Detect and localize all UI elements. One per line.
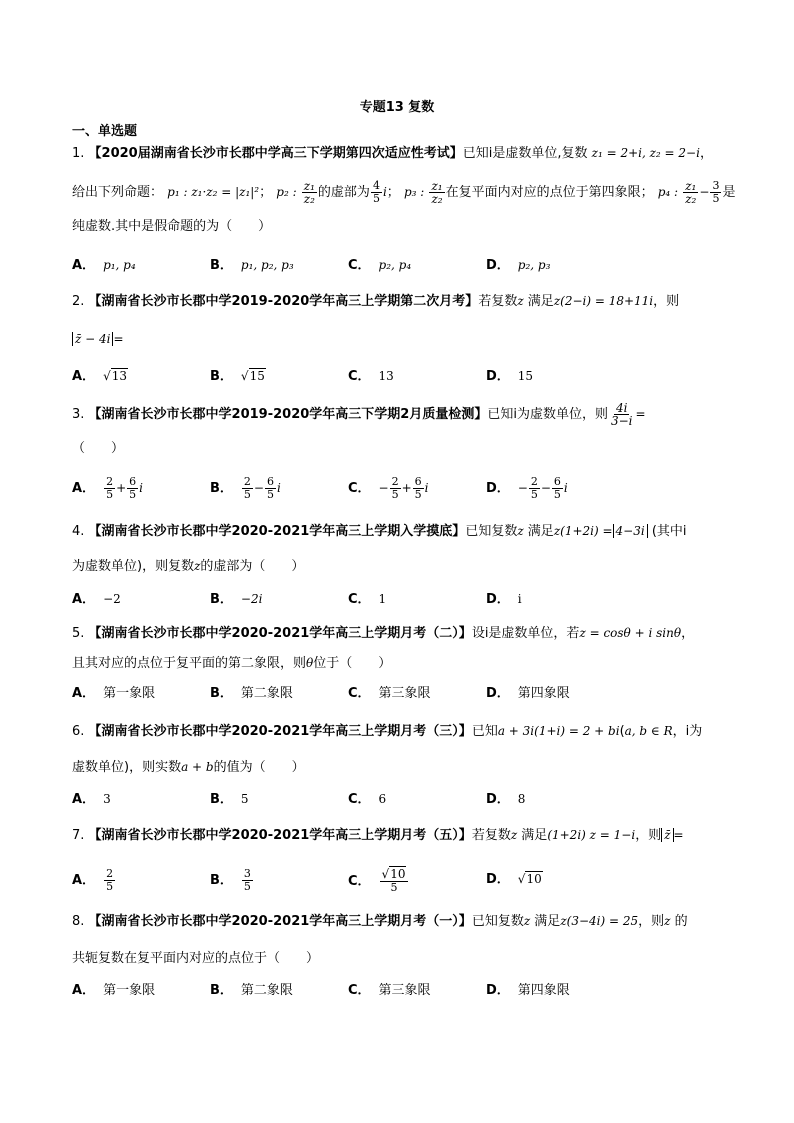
question-source: 【湖南省长沙市长郡中学2020-2021学年高三上学期入学摸底】: [88, 524, 466, 539]
math-expression: a, b ∈ R: [624, 724, 673, 738]
denominator: 5: [530, 488, 538, 501]
question-number: 2.: [72, 294, 85, 309]
numerator: 2: [243, 475, 251, 488]
option-content: p₂, p₄: [378, 258, 412, 272]
question-1-line-3: [72, 218, 271, 236]
option-d[interactable]: [486, 870, 543, 889]
question-text: 给出下列命题：: [72, 185, 164, 200]
option-label: A．: [72, 873, 96, 888]
fraction: [104, 868, 115, 893]
math-expression: z: [517, 294, 524, 308]
question-text: (其中i: [651, 524, 687, 539]
question-text: 的值为（ ）: [213, 760, 305, 775]
math-expression: z: [194, 559, 201, 573]
denominator: z₂: [685, 192, 697, 206]
question-text: ，则: [635, 828, 662, 843]
denominator: 5: [391, 488, 399, 501]
fraction: [302, 180, 317, 205]
option-content: 第四象限: [517, 686, 570, 701]
question-text: 满足: [527, 294, 554, 309]
question-number: 1.: [72, 146, 85, 161]
option-label: D．: [486, 872, 510, 887]
option-label: B．: [210, 258, 233, 273]
question-text: 已知: [471, 724, 498, 739]
option-content: 第一象限: [103, 686, 156, 701]
question-3-line-2: [72, 440, 124, 458]
option-d[interactable]: [486, 982, 570, 1000]
question-text: (: [619, 724, 625, 739]
denominator: 5: [553, 488, 561, 501]
question-text: 已知i为虚数单位，则: [487, 407, 608, 422]
option-a[interactable]: [72, 685, 155, 703]
fraction: [242, 476, 253, 501]
option-label: C．: [348, 481, 371, 496]
math-expression: z₁ = 2+i, z₂ = 2−i: [591, 146, 700, 160]
option-b[interactable]: [210, 476, 281, 501]
denominator: 5: [106, 488, 114, 501]
option-label: B．: [210, 481, 233, 496]
question-text: ，i为: [672, 724, 703, 739]
fraction: [683, 180, 698, 205]
question-source: 【湖南省长沙市长郡中学2019-2020学年高三上学期第二次月考】: [88, 294, 479, 309]
denominator: 5: [243, 880, 251, 893]
option-label: D．: [486, 983, 510, 998]
sign: +: [116, 481, 127, 495]
question-2-line-1: [72, 292, 679, 311]
denominator: 5: [390, 881, 398, 894]
math-expression: p₂ :: [276, 185, 297, 199]
numerator: 2: [391, 475, 399, 488]
numerator: 3: [243, 867, 251, 880]
numerator: 6: [129, 475, 137, 488]
option-content: 3: [103, 792, 111, 806]
option-label: C．: [348, 686, 371, 701]
option-b[interactable]: [210, 590, 262, 609]
option-label: C．: [348, 258, 371, 273]
question-number: 4.: [72, 524, 85, 539]
question-6-line-2: [72, 758, 305, 777]
question-number: 3.: [72, 407, 85, 422]
radicand: 15: [249, 369, 265, 383]
math-expression: z(3−4i) = 25: [560, 914, 639, 928]
option-content: 第一象限: [103, 983, 156, 998]
sqrt: √10: [381, 867, 406, 881]
option-c[interactable]: [348, 790, 386, 809]
numerator: 6: [414, 475, 422, 488]
fraction: [265, 476, 276, 501]
option-content: 第四象限: [517, 983, 570, 998]
question-text: 虚数单位)，则实数: [72, 760, 182, 775]
question-5-line-1: [72, 624, 694, 643]
question-text: 已知复数: [465, 524, 518, 539]
option-label: A．: [72, 258, 96, 273]
question-4-line-2: [72, 557, 304, 576]
option-content: p₁, p₄: [103, 258, 136, 272]
question-number: 7.: [72, 828, 85, 843]
denominator: 5: [414, 488, 422, 501]
option-b[interactable]: [210, 982, 293, 1000]
sign: −: [253, 481, 264, 495]
denominator: 3−i: [610, 414, 633, 428]
sign: −: [378, 481, 389, 495]
option-label: C．: [348, 792, 371, 807]
math-expression: z̄ − 4i: [72, 332, 113, 346]
math-expression: z: [510, 828, 518, 842]
denominator: 5: [243, 488, 251, 501]
option-d[interactable]: [486, 790, 525, 809]
math-expression: p₁ : z₁·z₂ = |z₁|²: [167, 185, 260, 199]
fraction: [390, 476, 401, 501]
option-content: p₂, p₃: [517, 258, 551, 272]
question-text: 的: [674, 914, 688, 929]
question-source: 【2020届湖南省长沙市长郡中学高三下学期第四次适应性考试】: [88, 146, 463, 161]
question-5-line-2: [72, 654, 391, 673]
question-text: 是: [722, 185, 736, 200]
math-expression: z(1+2i) =: [553, 524, 613, 538]
numerator: z₁: [685, 179, 697, 193]
math-expression: z: [517, 524, 524, 538]
fraction: [413, 476, 424, 501]
question-text: 纯虚数.其中是假命题的为（ ）: [72, 219, 272, 234]
question-text: 共轭复数在复平面内对应的点位于（ ）: [72, 951, 320, 966]
option-content: −2: [103, 592, 121, 606]
option-a[interactable]: [72, 982, 155, 1000]
denominator: z₂: [431, 192, 443, 206]
question-text: 满足: [521, 828, 548, 843]
math-expression: =: [635, 407, 646, 421]
question-1-line-1: [72, 144, 713, 163]
option-content: 第二象限: [240, 983, 293, 998]
question-text: 位于（ ）: [313, 656, 392, 671]
sqrt: √13: [103, 369, 127, 383]
denominator: 5: [712, 192, 720, 205]
math-expression: z(2−i) = 18+11i: [553, 294, 654, 308]
option-b[interactable]: [210, 790, 249, 809]
question-text: 已知i是虚数单位,复数: [462, 146, 588, 161]
denominator: 5: [129, 488, 137, 501]
radicand: 13: [111, 369, 127, 383]
question-text: 的虚部为: [317, 185, 370, 200]
question-2-line-2: [72, 330, 124, 349]
option-label: D．: [486, 481, 510, 496]
option-c[interactable]: [348, 868, 409, 894]
fraction: [609, 402, 635, 427]
option-label: D．: [486, 258, 510, 273]
question-6-line-1: [72, 722, 702, 741]
option-d[interactable]: [486, 476, 568, 501]
numerator: 6: [266, 475, 274, 488]
question-source: 【湖南省长沙市长郡中学2019-2020学年高三下学期2月质量检测】: [88, 407, 488, 422]
option-content: 1: [378, 592, 387, 606]
question-number: 6.: [72, 724, 85, 739]
question-source: 【湖南省长沙市长郡中学2020-2021学年高三上学期月考（三）】: [88, 724, 472, 739]
math-expression: p₄ :: [657, 185, 679, 199]
option-label: C．: [348, 369, 371, 384]
question-4-line-1: [72, 522, 687, 541]
math-expression: z: [664, 914, 671, 928]
option-label: A．: [72, 686, 96, 701]
math-expression: θ: [306, 656, 314, 670]
option-c[interactable]: [348, 367, 394, 386]
question-source: 【湖南省长沙市长郡中学2020-2021学年高三上学期月考（五）】: [88, 828, 472, 843]
math-expression: (1+2i) z = 1−i: [547, 828, 636, 842]
question-text: 在复平面内对应的点位于第四象限；: [445, 185, 654, 200]
option-b[interactable]: [210, 256, 294, 275]
option-content: p₁, p₂, p₃: [240, 258, 294, 272]
option-label: A．: [72, 369, 96, 384]
math-expression: a + 3i(1+i) = 2 + bi: [497, 724, 620, 738]
option-a[interactable]: [72, 476, 143, 501]
option-label: B．: [210, 983, 233, 998]
question-number: 8.: [72, 914, 85, 929]
option-label: B．: [210, 873, 233, 888]
option-c[interactable]: [348, 256, 411, 275]
denominator: 5: [266, 488, 274, 501]
sign: −: [517, 481, 528, 495]
numerator: 4i: [616, 401, 628, 415]
option-label: B．: [210, 369, 233, 384]
option-label: B．: [210, 792, 233, 807]
question-text: 若复数: [478, 294, 518, 309]
option-label: B．: [210, 592, 233, 607]
imaginary-unit: i: [563, 481, 568, 495]
question-text: 满足: [527, 524, 554, 539]
numerator: 2: [530, 475, 538, 488]
fraction: [127, 476, 138, 501]
option-c[interactable]: [348, 982, 431, 1000]
math-expression: i: [382, 185, 387, 199]
option-d[interactable]: [486, 685, 570, 703]
imaginary-unit: i: [276, 481, 281, 495]
question-text: （ ）: [72, 441, 125, 456]
option-a[interactable]: [72, 868, 116, 893]
fraction: [529, 476, 540, 501]
radicand: 10: [526, 872, 542, 886]
option-content: 第二象限: [240, 686, 293, 701]
option-a[interactable]: [72, 790, 111, 809]
question-text: 满足: [534, 914, 561, 929]
option-label: B．: [210, 686, 233, 701]
option-c[interactable]: [348, 685, 431, 703]
question-8-line-2: [72, 950, 319, 968]
option-content: 6: [378, 792, 387, 806]
math-expression: −: [699, 185, 710, 199]
numerator: 2: [106, 867, 114, 880]
question-text: 且其对应的点位于复平面的第二象限，则: [72, 656, 307, 671]
question-text: 设i是虚数单位，若: [471, 626, 580, 641]
option-label: C．: [348, 983, 371, 998]
denominator: z₂: [303, 192, 315, 206]
option-label: A．: [72, 983, 96, 998]
option-d[interactable]: [486, 256, 550, 275]
math-expression: z̄: [661, 828, 673, 842]
fraction: [242, 868, 253, 893]
imaginary-unit: i: [424, 481, 429, 495]
option-label: D．: [486, 686, 510, 701]
math-expression: p₃ :: [403, 185, 425, 199]
option-a[interactable]: [72, 367, 128, 386]
question-text: ，: [681, 626, 695, 641]
denominator: 5: [106, 880, 114, 893]
numerator: z₁: [431, 179, 443, 193]
math-expression: z = cosθ + i sinθ: [579, 626, 682, 640]
option-d[interactable]: [486, 367, 533, 386]
denominator: 5: [372, 192, 380, 205]
option-a[interactable]: [72, 256, 136, 275]
numerator: 3: [712, 179, 720, 192]
numerator: 2: [106, 475, 114, 488]
option-b[interactable]: [210, 367, 266, 386]
sqrt: √10: [517, 872, 542, 886]
question-7-line-1: [72, 826, 684, 845]
question-text: 已知复数: [471, 914, 524, 929]
question-text: ；: [386, 185, 400, 200]
question-source: 【湖南省长沙市长郡中学2020-2021学年高三上学期月考（一）】: [88, 914, 472, 929]
option-content: −2i: [240, 592, 263, 606]
question-1-line-2: [72, 180, 735, 205]
question-source: 【湖南省长沙市长郡中学2020-2021学年高三上学期月考（二）】: [88, 626, 472, 641]
fraction: [104, 476, 115, 501]
question-text: ；: [259, 185, 273, 200]
option-b[interactable]: [210, 868, 254, 893]
option-content: 13: [378, 369, 394, 383]
option-content: 8: [517, 792, 526, 806]
option-label: D．: [486, 792, 510, 807]
option-label: A．: [72, 592, 96, 607]
numerator: z₁: [303, 179, 315, 193]
page-title: 专题13 复数: [359, 100, 435, 115]
question-text: 为虚数单位)，则复数: [72, 559, 195, 574]
imaginary-unit: i: [139, 481, 143, 495]
option-label: A．: [72, 481, 96, 496]
option-content: 第三象限: [378, 983, 431, 998]
sqrt: √15: [240, 369, 265, 383]
fraction: [429, 180, 444, 205]
option-c[interactable]: [348, 590, 386, 609]
option-d[interactable]: [486, 590, 522, 609]
math-expression: a + b: [181, 760, 214, 774]
option-label: D．: [486, 369, 510, 384]
radicand: 10: [390, 867, 406, 881]
question-text: ，则: [653, 294, 680, 309]
math-expression: =: [113, 332, 124, 346]
option-a[interactable]: [72, 590, 121, 609]
option-content: i: [517, 592, 522, 606]
option-content: 5: [240, 792, 249, 806]
question-text: 的虚部为（ ）: [200, 559, 305, 574]
sign: −: [540, 481, 551, 495]
option-label: C．: [348, 592, 371, 607]
question-text: 若复数: [471, 828, 511, 843]
question-3-line-1: [72, 402, 646, 427]
fraction: [371, 180, 382, 205]
sign: +: [401, 481, 412, 495]
numerator: 6: [553, 475, 561, 488]
option-content: 15: [517, 369, 534, 383]
option-c[interactable]: [348, 476, 429, 501]
fraction: [552, 476, 563, 501]
fraction: [710, 180, 721, 205]
option-content: 第三象限: [378, 686, 431, 701]
section-heading: 一、单选题: [72, 124, 138, 139]
numerator: 4: [372, 179, 380, 192]
fraction: [380, 868, 409, 894]
option-label: C．: [348, 873, 371, 889]
math-expression: z: [523, 914, 531, 928]
option-label: D．: [486, 592, 510, 607]
question-text: ，则: [638, 914, 665, 929]
math-expression: 4−3i: [613, 524, 648, 538]
option-b[interactable]: [210, 685, 293, 703]
option-label: A．: [72, 792, 96, 807]
numerator: [380, 868, 409, 882]
question-text: ，: [699, 146, 713, 161]
question-number: 5.: [72, 626, 85, 641]
question-8-line-1: [72, 912, 688, 931]
math-expression: =: [673, 828, 684, 842]
